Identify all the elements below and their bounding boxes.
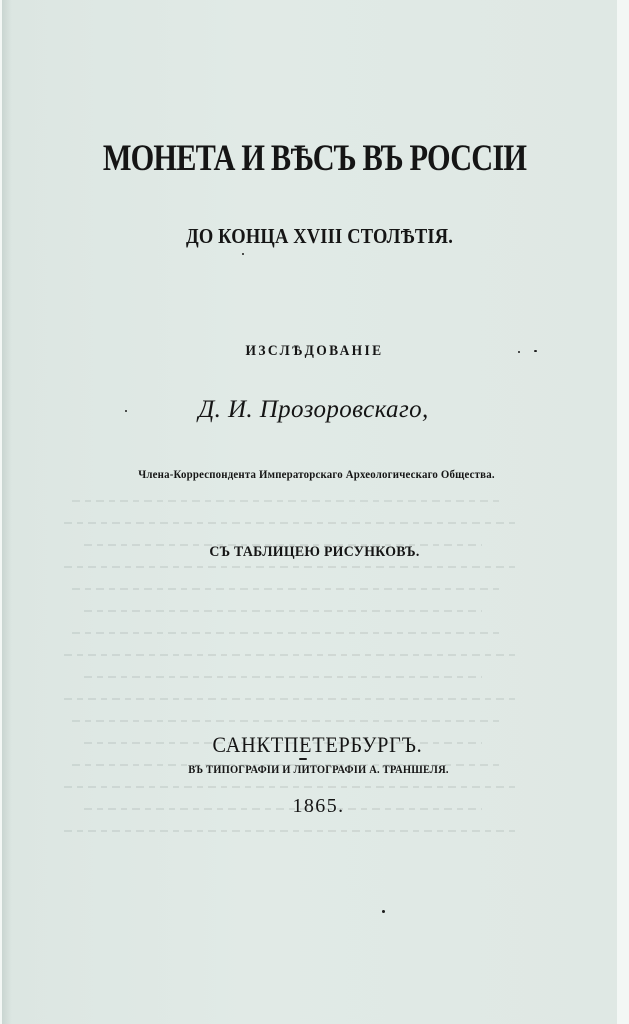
book-title: МОНЕТА И ВѢСЪ ВЪ РОССІИ bbox=[102, 138, 527, 179]
author-name: Д. И. Прозоровскаго, bbox=[198, 396, 429, 423]
ink-speck bbox=[518, 351, 520, 353]
page-edge bbox=[617, 0, 629, 1024]
ink-speck bbox=[125, 410, 127, 412]
ink-speck bbox=[534, 350, 537, 352]
printer-line: ВЪ ТИПОГРАФІИ И ЛИТОГРАФІИ А. ТРАНШЕЛЯ. bbox=[188, 764, 449, 776]
ink-speck bbox=[242, 253, 244, 255]
publication-city: САНКТПЕТЕРБУРГЪ. bbox=[212, 732, 423, 757]
work-type: ИЗСЛѢДОВАНІЕ bbox=[245, 343, 384, 359]
ink-mark bbox=[299, 758, 307, 760]
ink-speck bbox=[382, 910, 385, 913]
book-subtitle: ДО КОНЦА XVIII СТОЛѢТІЯ. bbox=[185, 224, 454, 248]
plates-note: СЪ ТАБЛИЦЕЮ РИСУНКОВЪ. bbox=[209, 544, 420, 560]
paper-page bbox=[2, 0, 619, 1024]
publication-year: 1865. bbox=[292, 795, 345, 817]
binding-shadow bbox=[2, 0, 12, 1024]
author-role: Члена-Корреспондента Императорскаго Археологическаго Общества. bbox=[138, 469, 495, 481]
